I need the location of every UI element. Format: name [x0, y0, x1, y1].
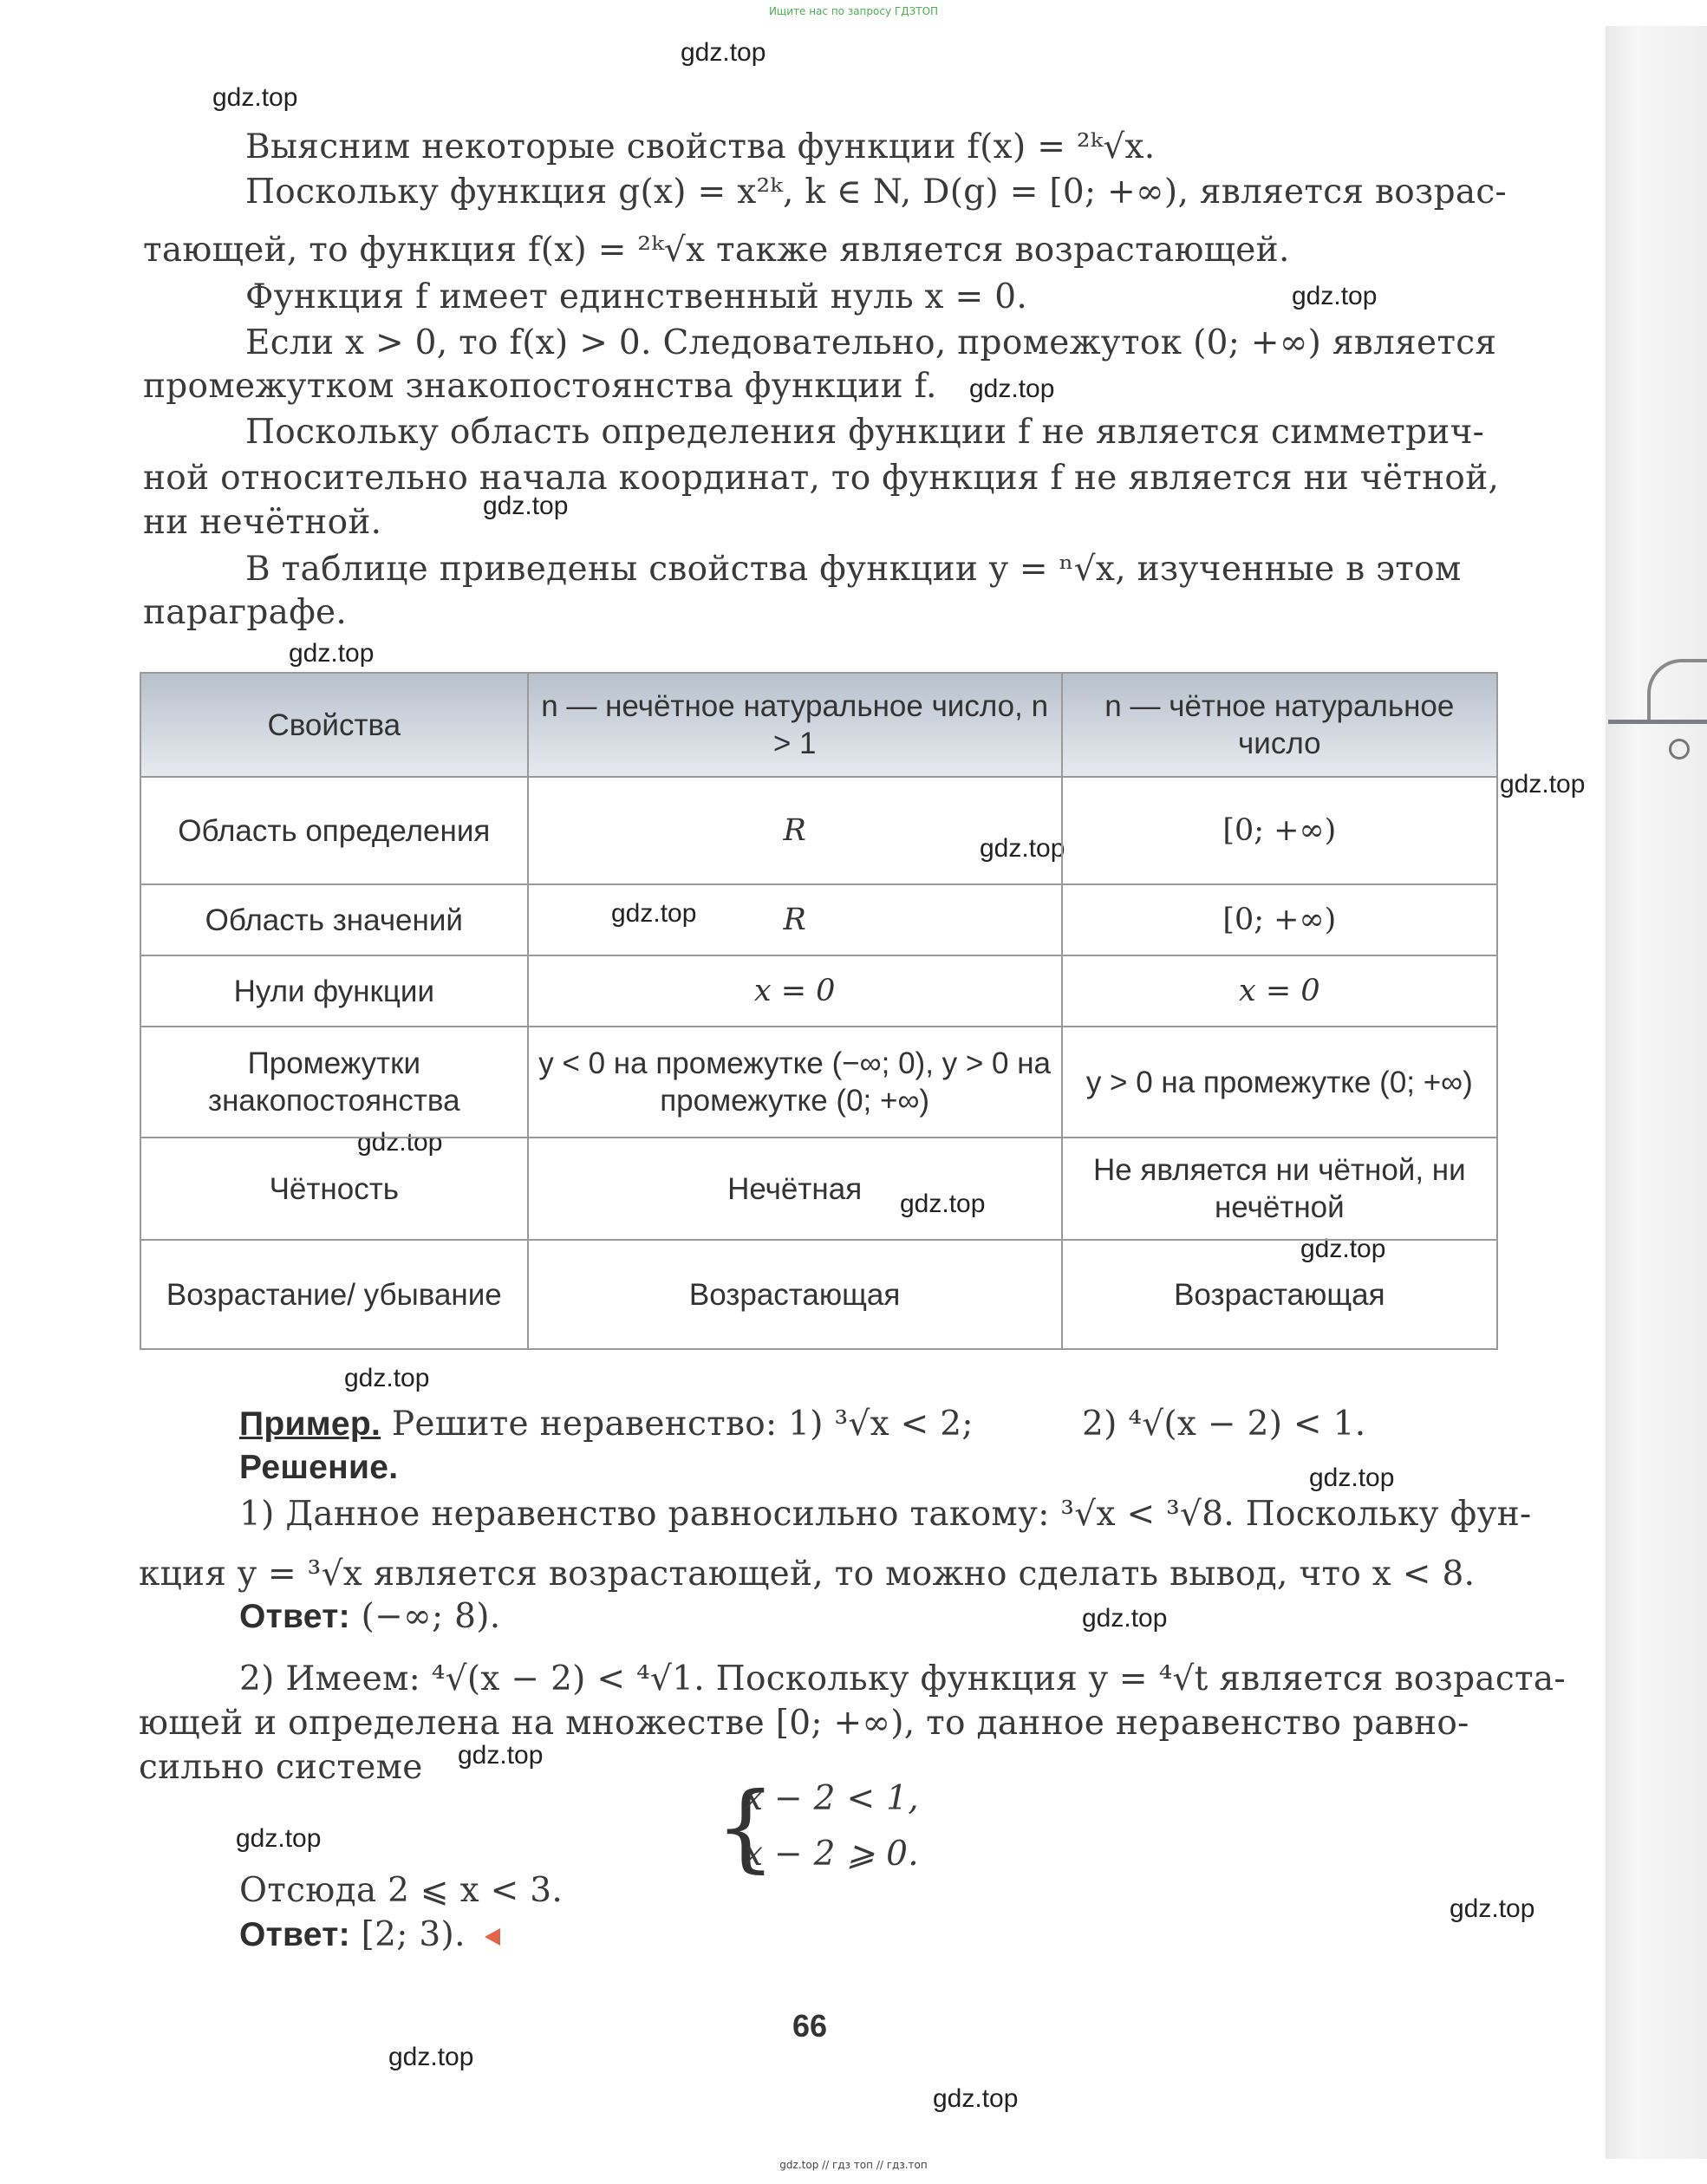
footer-note: gdz.top // гдз топ // гдз.топ	[779, 2159, 928, 2171]
table-cell: [0; +∞)	[1062, 777, 1497, 884]
table-cell: Нечётная	[528, 1138, 1062, 1240]
table-cell: Возрастающая	[528, 1240, 1062, 1349]
watermark: gdz.top	[681, 38, 766, 67]
paragraph-3: Функция f имеет единственный нуль x = 0.	[245, 277, 1028, 316]
system-brace: {	[715, 1771, 776, 1882]
watermark: gdz.top	[236, 1824, 322, 1853]
table-row	[140, 884, 1497, 955]
answer-label: Ответ:	[239, 1916, 350, 1953]
example-label: Пример.	[239, 1405, 381, 1443]
answer-2-line	[239, 1913, 500, 1957]
table-header-row	[140, 673, 1497, 777]
watermark: gdz.top	[980, 834, 1065, 863]
page-number: 66	[792, 2008, 828, 2044]
solution-2-line-4: Отсюда 2 ⩽ x < 3.	[239, 1871, 564, 1910]
watermark: gdz.top	[933, 2084, 1019, 2113]
table-cell: Область определения	[140, 777, 528, 884]
table-cell: Нули функции	[140, 955, 528, 1027]
watermark: gdz.top	[212, 83, 298, 112]
watermark: gdz.top	[357, 1128, 443, 1157]
table-cell: Возрастающая	[1062, 1240, 1497, 1349]
book-tab-circle	[1669, 739, 1690, 760]
paragraph-6-line-2: параграфе.	[143, 593, 348, 632]
watermark: gdz.top	[1500, 770, 1586, 799]
table-cell: y > 0 на промежутке (0; +∞)	[1062, 1027, 1497, 1138]
table-header-cell: n — чётное натуральное число	[1062, 673, 1497, 777]
paragraph-4-line-2: промежутком знакопостоянства функции f.	[143, 367, 937, 406]
table-cell: [0; +∞)	[1062, 884, 1497, 955]
watermark: gdz.top	[1300, 1235, 1386, 1263]
watermark: gdz.top	[289, 639, 375, 668]
table-cell: Промежутки знакопостоянства	[140, 1027, 528, 1138]
watermark: gdz.top	[900, 1190, 986, 1218]
system-line-1: x − 2 < 1,	[744, 1779, 919, 1818]
watermark: gdz.top	[1450, 1894, 1535, 1923]
table-row	[140, 1240, 1497, 1349]
watermark: gdz.top	[483, 492, 569, 520]
answer-1-line	[239, 1595, 500, 1639]
answer-1: (−∞; 8).	[361, 1597, 501, 1636]
table-cell: R	[528, 884, 1062, 955]
watermark: gdz.top	[458, 1741, 544, 1770]
watermark: gdz.top	[969, 375, 1055, 403]
header-note: Ищите нас по запросу ГДЗТОП	[768, 5, 939, 17]
paragraph-5-line-1: Поскольку область определения функции f не является симметрич-	[245, 413, 1485, 452]
table-cell: Чётность	[140, 1138, 528, 1240]
watermark: gdz.top	[1292, 282, 1378, 310]
paragraph-2-line-1: Поскольку функция g(x) = x²ᵏ, k ∈ N, D(g) = [0; +∞), является возрас-	[245, 173, 1508, 212]
end-of-example-icon	[485, 1928, 500, 1946]
watermark: gdz.top	[611, 899, 697, 928]
table-cell: Область значений	[140, 884, 528, 955]
paragraph-2-line-2: тающей, то функция f(x) = ²ᵏ√x также является возрастающей.	[143, 231, 1290, 270]
table-header-cell: n — нечётное натуральное число, n > 1	[528, 673, 1062, 777]
paragraph-5-line-2: ной относительно начала координат, то функция f не является ни чётной,	[143, 459, 1500, 498]
table-row	[140, 955, 1497, 1027]
book-tab-decoration	[1647, 659, 1707, 723]
solution-1-line-1: 1) Данное неравенство равносильно такому: ³√x < ³√8. Поскольку фун-	[239, 1495, 1532, 1534]
book-tab-line	[1608, 720, 1707, 724]
solution-label: Решение.	[239, 1449, 399, 1486]
table-row	[140, 1027, 1497, 1138]
solution-2-line-1: 2) Имеем: ⁴√(x − 2) < ⁴√1. Поскольку функция y = ⁴√t является возраста-	[239, 1659, 1566, 1698]
paragraph-1: Выясним некоторые свойства функции f(x) = ²ᵏ√x.	[245, 127, 1156, 166]
paragraph-6-line-1: В таблице приведены свойства функции y = ⁿ√x, изученные в этом	[245, 550, 1462, 589]
watermark: gdz.top	[1309, 1464, 1395, 1492]
watermark: gdz.top	[1082, 1604, 1168, 1633]
paragraph-5-line-3: ни нечётной.	[143, 503, 382, 542]
system-line-2: x − 2 ⩾ 0.	[744, 1835, 919, 1874]
table-cell: Возрастание/ убывание	[140, 1240, 528, 1349]
example-text-part-2: 2) ⁴√(x − 2) < 1.	[1082, 1405, 1366, 1444]
solution-2-line-2: ющей и определена на множестве [0; +∞), то данное неравенство равно-	[139, 1704, 1469, 1743]
page-edge-shadow	[1606, 26, 1707, 2159]
watermark: gdz.top	[388, 2043, 474, 2071]
watermark: gdz.top	[344, 1364, 430, 1392]
table-header-cell: Свойства	[140, 673, 528, 777]
answer-2: [2; 3).	[361, 1915, 466, 1954]
example-text: Решите неравенство: 1) ³√x < 2;	[391, 1405, 974, 1444]
solution-2-line-3: сильно системе	[139, 1748, 423, 1787]
table-row	[140, 1138, 1497, 1240]
table-cell: x = 0	[1062, 955, 1497, 1027]
paragraph-4-line-1: Если x > 0, то f(x) > 0. Следовательно, промежуток (0; +∞) является	[245, 323, 1497, 362]
properties-table	[140, 672, 1498, 1350]
table-cell: x = 0	[528, 955, 1062, 1027]
answer-label: Ответ:	[239, 1598, 350, 1635]
table-cell: Не является ни чётной, ни нечётной	[1062, 1138, 1497, 1240]
table-row	[140, 777, 1497, 884]
table-cell: R	[528, 777, 1062, 884]
solution-1-line-2: кция y = ³√x является возрастающей, то можно сделать вывод, что x < 8.	[139, 1555, 1476, 1594]
table-cell: y < 0 на промежутке (−∞; 0), y > 0 на промежутке (0; +∞)	[528, 1027, 1062, 1138]
example-line	[239, 1403, 974, 1446]
